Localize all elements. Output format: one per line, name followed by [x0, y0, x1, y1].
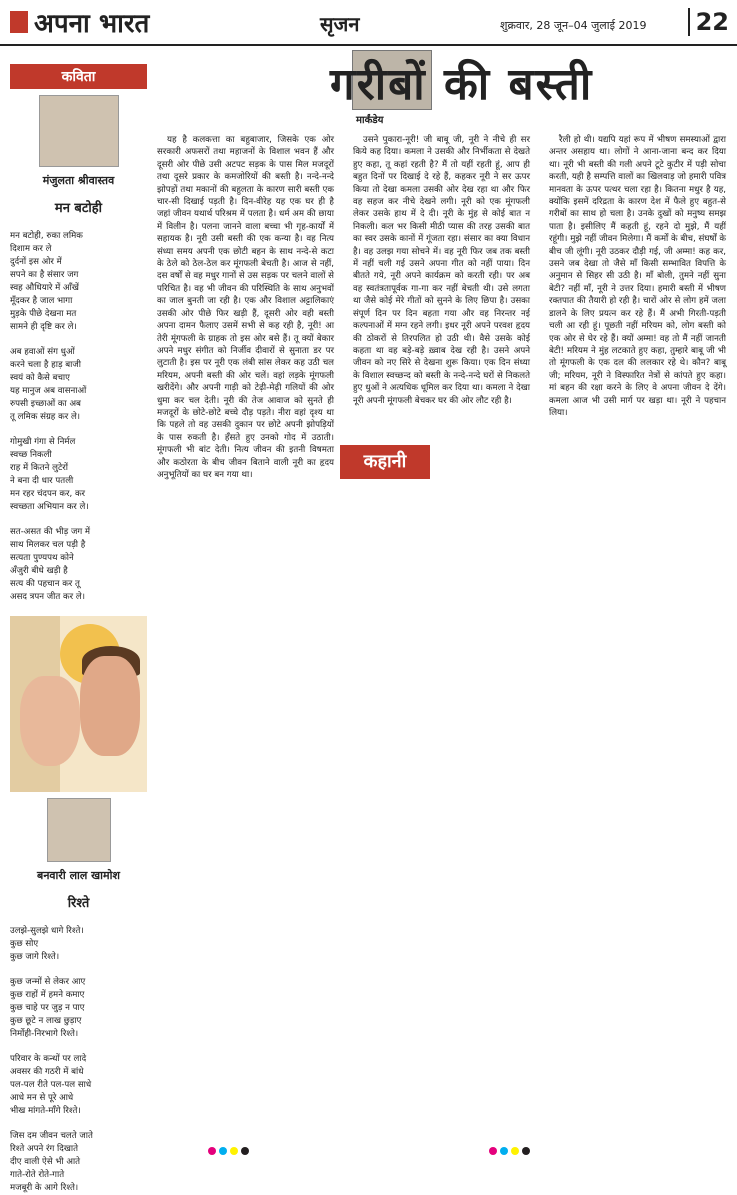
- color-dot: [500, 1147, 508, 1155]
- story-text: रैली हो थी। यद्यपि यहां रूप में भीषण समस्याओं द्वारा अन्तर असहाय था। लोगों ने आना-जाना बन्द कर दिया था। नूरी भी बस्ती की गली अपने टूटे कुटीर में पड़ी सोचा करती, यही है सम्पत्ति वालों का खिलवाड़ जो हमारी पवित्र मानवता के ऊपर पत्थर चला रहा है। कितना मधुर है यह, क्योंकि इसमें दरिद्रता के कारण देश में फैले हुए बहुत-से गरीबों का साथ हो चला है। उनके दुखों को मनुष्य समझ पाता है। इसीलिए मैं कहती हूं, रहने दो मुझे, मैं यहीं रहूंगी। मुझे नहीं जीवन मिलेगा। मैं कर्मों के बीच, संघर्षों के बीच जी लूंगी। नूरी उठकर दौड़ी गई, जी अम्मा! कह कर, उसने जब देखा तो जैसे माँ किसी सम्भावित विपत्ति के अनुमान से सिहर सी उठी है। माँ बोली, तुमने नहीं सुना बेटी? नहीं माँ, नूरी ने उत्तर दिया। हमारी बस्ती में भीषण रक्तपात की तैयारी हो रही है। चारों ओर से लोग हमें जला डालने के लिए प्रयत्न कर रहे हैं। मैं अभी गिरती-पड़ती चली आ रही हूं। पूछती नहीं मरियम को, लोग बस्ती को एक ओर से घेर रहे हैं। क्यों अम्मा! वह तो मैं नहीं जानती बेटी! मरियम ने मुंह लटकाते हुए कहा, तुम्हारे बाबू जी भी तो मूंगफली के एक दल की ललकार रहे थे। कौन? बाबू जी; मरियम, नूरी ने विस्फारित नेत्रों से कांपते हुए कहा। मां बहन की रक्षा करने के लिए वे अपना जीवन दे देंगे। कमला आज भी उसी मार्ग पर खड़ा था। नूरी ने पहचान लिया।: [549, 135, 726, 418]
- poem1-stanza: गोमुखी गंगा से निर्मल स्वच्छ निकली राह में कितने लुटेरों ने बना दी धार पतली मन रहर चंदपन कर, कर स्वच्छता अभियान कर ले।: [10, 437, 89, 512]
- story-column-2: [353, 134, 530, 407]
- poet2-name: बनवारी लाल खामोश: [37, 869, 120, 882]
- color-dots-left: [208, 1147, 249, 1155]
- poem1-stanza: अब हवाओं संग धुओं करने चला है हाड़ बाजी स्वयं को कैसे बचाए यह मानुज अब वासनाओं रुपसी इच्छाओं का अब तू लमिक संग्रह कर ले।: [10, 347, 87, 422]
- color-dot: [522, 1147, 530, 1155]
- color-dots-right: [489, 1147, 530, 1155]
- poem2-stanza: कुछ जन्मों से लेकर आए कुछ राहों में हमने कमाए कुछ चाहे पर जुड़ न पाए कुछ छूटे न लाख छुड़ाए निर्मोही-निरभागे रिश्ते।: [10, 977, 86, 1039]
- author-name: मार्कंडेय: [356, 115, 384, 126]
- story-genre-badge: कहानी: [340, 445, 430, 479]
- logo-icon: [10, 11, 28, 33]
- story-text: उसने पुकारा-नूरी! जी बाबू जी, नूरी ने नीचे ही सर किये कह दिया। कमला ने उसकी और निर्भीकता से देखते हुए कहा, तू कहां रहती है? मैं तो यहीं रहती हूं, आप ही बहुत दिनों पर दिखाई दे रहे हैं, कहकर नूरी ने सर ऊपर किया तो देखा कमला उसकी ओर देख रहा था और फिर वह सहज कर नीचे देखने लगी। नूरी को एक मूंगफली लेकर उसके हाथ में दे दी। नूरी के मुंह से कोई बात न निकली। कल भर किसी मीठी प्यास की तरह उसकी बात का स्वर उसके कानों में गूंजता रहा। संसार का क्या विधान है। वह उलझ गया सोचने में। वह नूरी फिर जब तक बस्ती में नहीं चली गई उसने अपना गीत को नहीं पाया। दिन बीतते गये, नूरी अपने कार्यक्रम को करती रही। पर अब वह स्वतंत्रतापूर्वक गा-गा कर नहीं बेचती थी। उसे लगता था जैसे कोई मेरे गीतों को सुनने के लिए छिपा है। उसका संपूर्ण दिन पर दिन बहता गया और वह निरन्तर नई कल्पनाओं में मग्न रहने लगी। इधर नूरी अपने परवश हृदय की ठोकरों से तिरपलित हो उठी थी। वैसे उसके कोई कहता था वह बड़े-बड़े ख़्वाब देख रही है। उसने अपने जीवन को नए सिरे से देखना शुरू किया। एक दिन संध्या के विशाल स्वच्छन्द को बस्ती के नन्दे-नन्दे घरों से निकलते हुए धुओं ने अत्यधिक धूमिल कर दिया था। कमला ने देखा नूरी अपनी मूंगफली बेचकर घर की ओर लौट रही है।: [353, 135, 530, 406]
- poem1-stanza: मन बटोही, रुका लमिक दिशाम कर ले दुर्दनों इस ओर में सपने का है संसार जग स्वह औधियारे में आँखें मूँदकर है जाल भागा मुड़के पीछे देखना मत सामने ही दृष्टि कर ले।: [10, 231, 83, 332]
- poem1-title: मन बटोही: [54, 201, 103, 216]
- story-column-1: [157, 134, 334, 481]
- story-text: यह है कलकत्ता का बहुबाजार, जिसके एक ओर सरकारी अफसरों तथा महाजनों के विशाल भवन हैं और दूसरी ओर पीछे उसी अटपट सड़क के पास मिल मजदूरों तथा दूसरे प्रकार के कमजोरियों की बस्ती है। नन्दे-नन्दे झोपड़ों तथा मकानों की बहुलता के कारण सारी बस्ती एक चार-सी दिखाई पड़ती है। दिन-वीरेह यह एक घर ही है जहां जीवन यथार्थ परिश्रम में पलता है। धर्म अम की छाया में विलीन है। पलना जानने वाला बच्चा भी गृह-कार्यों में सहायक है। नूरी उसी बस्ती की एक कन्या है। वह नित्य संध्या समय अपनी एक छोटी बहन के साथ नन्दे-से कटा के ठेले को ठेल-ठेल कर मूंगफली बेचती है। आज से नहीं, दस वर्षों से वह मधुर गानों से उस सड़क पर चलने वालों से परिचित है। वह भी जीवन की परिस्थिति के साथ अनुभवों का जाल बुनती जा रही है। एक और विशाल अट्टालिकाएं उसकी ओर पीछे फिर खड़ी हैं, दूसरी ओर वही बस्ती अपना दामन फैलाए उसमें सभी से कह रही है, नूरी! आ तेरी मूंगफली के ग्राहक तो इस ओर बसे हैं। तू क्यों बेकार अपने मधुर संगीत को निर्जीव दीवारों से सुनाता डर पर लुटाती है। इस पर नूरी एक लंबी सांस लेकर कह उठी चल मरियम, अपनी बस्ती की ओर चलें। वहां लड़के मूंगफली खरीदेंगे। और अपनी गाड़ी को टेढ़ी-मेढ़ी गलियों की ओर धुमा कर चल देती। नूरी की तेज आवाज को सुनते ही मजदूरों के छोटे-छोटे बच्चे दौड़ पड़ते। नीरा वहां दृश्य था कि पहले तो वह उसकी दुकान पर छोटे अपनी झोपड़ियों के पास रुकती है। हँसते हुए उनको गोद में उठाती। मूंगफली भी बांट देती। नित्य जीवन की इतनी विषमता और कठोरता के बीच जीवन बिताने वाली नूरी का हृदय अनुभूतियों का घर बन गया था।: [157, 135, 334, 480]
- newspaper-name: अपना भारत: [34, 9, 150, 39]
- color-dot: [208, 1147, 216, 1155]
- poem2-stanza: उलझे-सुलझे धागे रिश्ते। कुछ सोए कुछ जागे रिश्ते।: [10, 926, 84, 962]
- masthead-logo: [10, 4, 149, 40]
- poem1-stanza: सत-असत की भीड़ जग में साथ मिलकर चल पड़ी है सत्यता पुण्यपथ कोने अँजुरी बीधे खड़ी है सत्य की पहचान कर तू असद त्रपन जीत कर ले।: [10, 527, 91, 602]
- color-dot: [219, 1147, 227, 1155]
- color-dot: [489, 1147, 497, 1155]
- color-dot: [230, 1147, 238, 1155]
- masthead: [0, 0, 737, 46]
- registration-marks: [0, 1145, 737, 1157]
- section-title: सृजन: [320, 12, 360, 36]
- story-title: गरीबों की बस्ती: [330, 59, 594, 110]
- poetry-sidebar: [10, 64, 147, 1193]
- poem2-title: रिश्ते: [67, 896, 90, 911]
- story-header: [160, 50, 730, 126]
- poet2-photo: [47, 798, 111, 862]
- poem2-stanza: जिस दम जीवन चलते जाते रिश्ते अपने रंग दिखाते दीए वाली ऐसे भी आते गाते-रोते रोते-गाते मजबूरी के आगे रिश्ते।: [10, 1131, 93, 1193]
- color-dot: [241, 1147, 249, 1155]
- poet1-photo: [39, 95, 119, 167]
- poem2-stanza: परिवार के कन्धों पर लादे अवसर की गठरी में बांधे पल-पल रीते पल-पल साधे आधे मन से पूरे आधे भीख मांगते-माँगे रिश्ते।: [10, 1054, 92, 1116]
- story-column-3: [549, 134, 726, 419]
- poet1-name: मंजुलता श्रीवास्तव: [42, 174, 115, 187]
- color-dot: [511, 1147, 519, 1155]
- poetry-section-label: कविता: [10, 64, 147, 89]
- page-number: 22: [688, 8, 729, 36]
- issue-date: शुक्रवार, 28 जून–04 जुलाई 2019: [500, 19, 647, 32]
- couple-illustration: [10, 616, 147, 792]
